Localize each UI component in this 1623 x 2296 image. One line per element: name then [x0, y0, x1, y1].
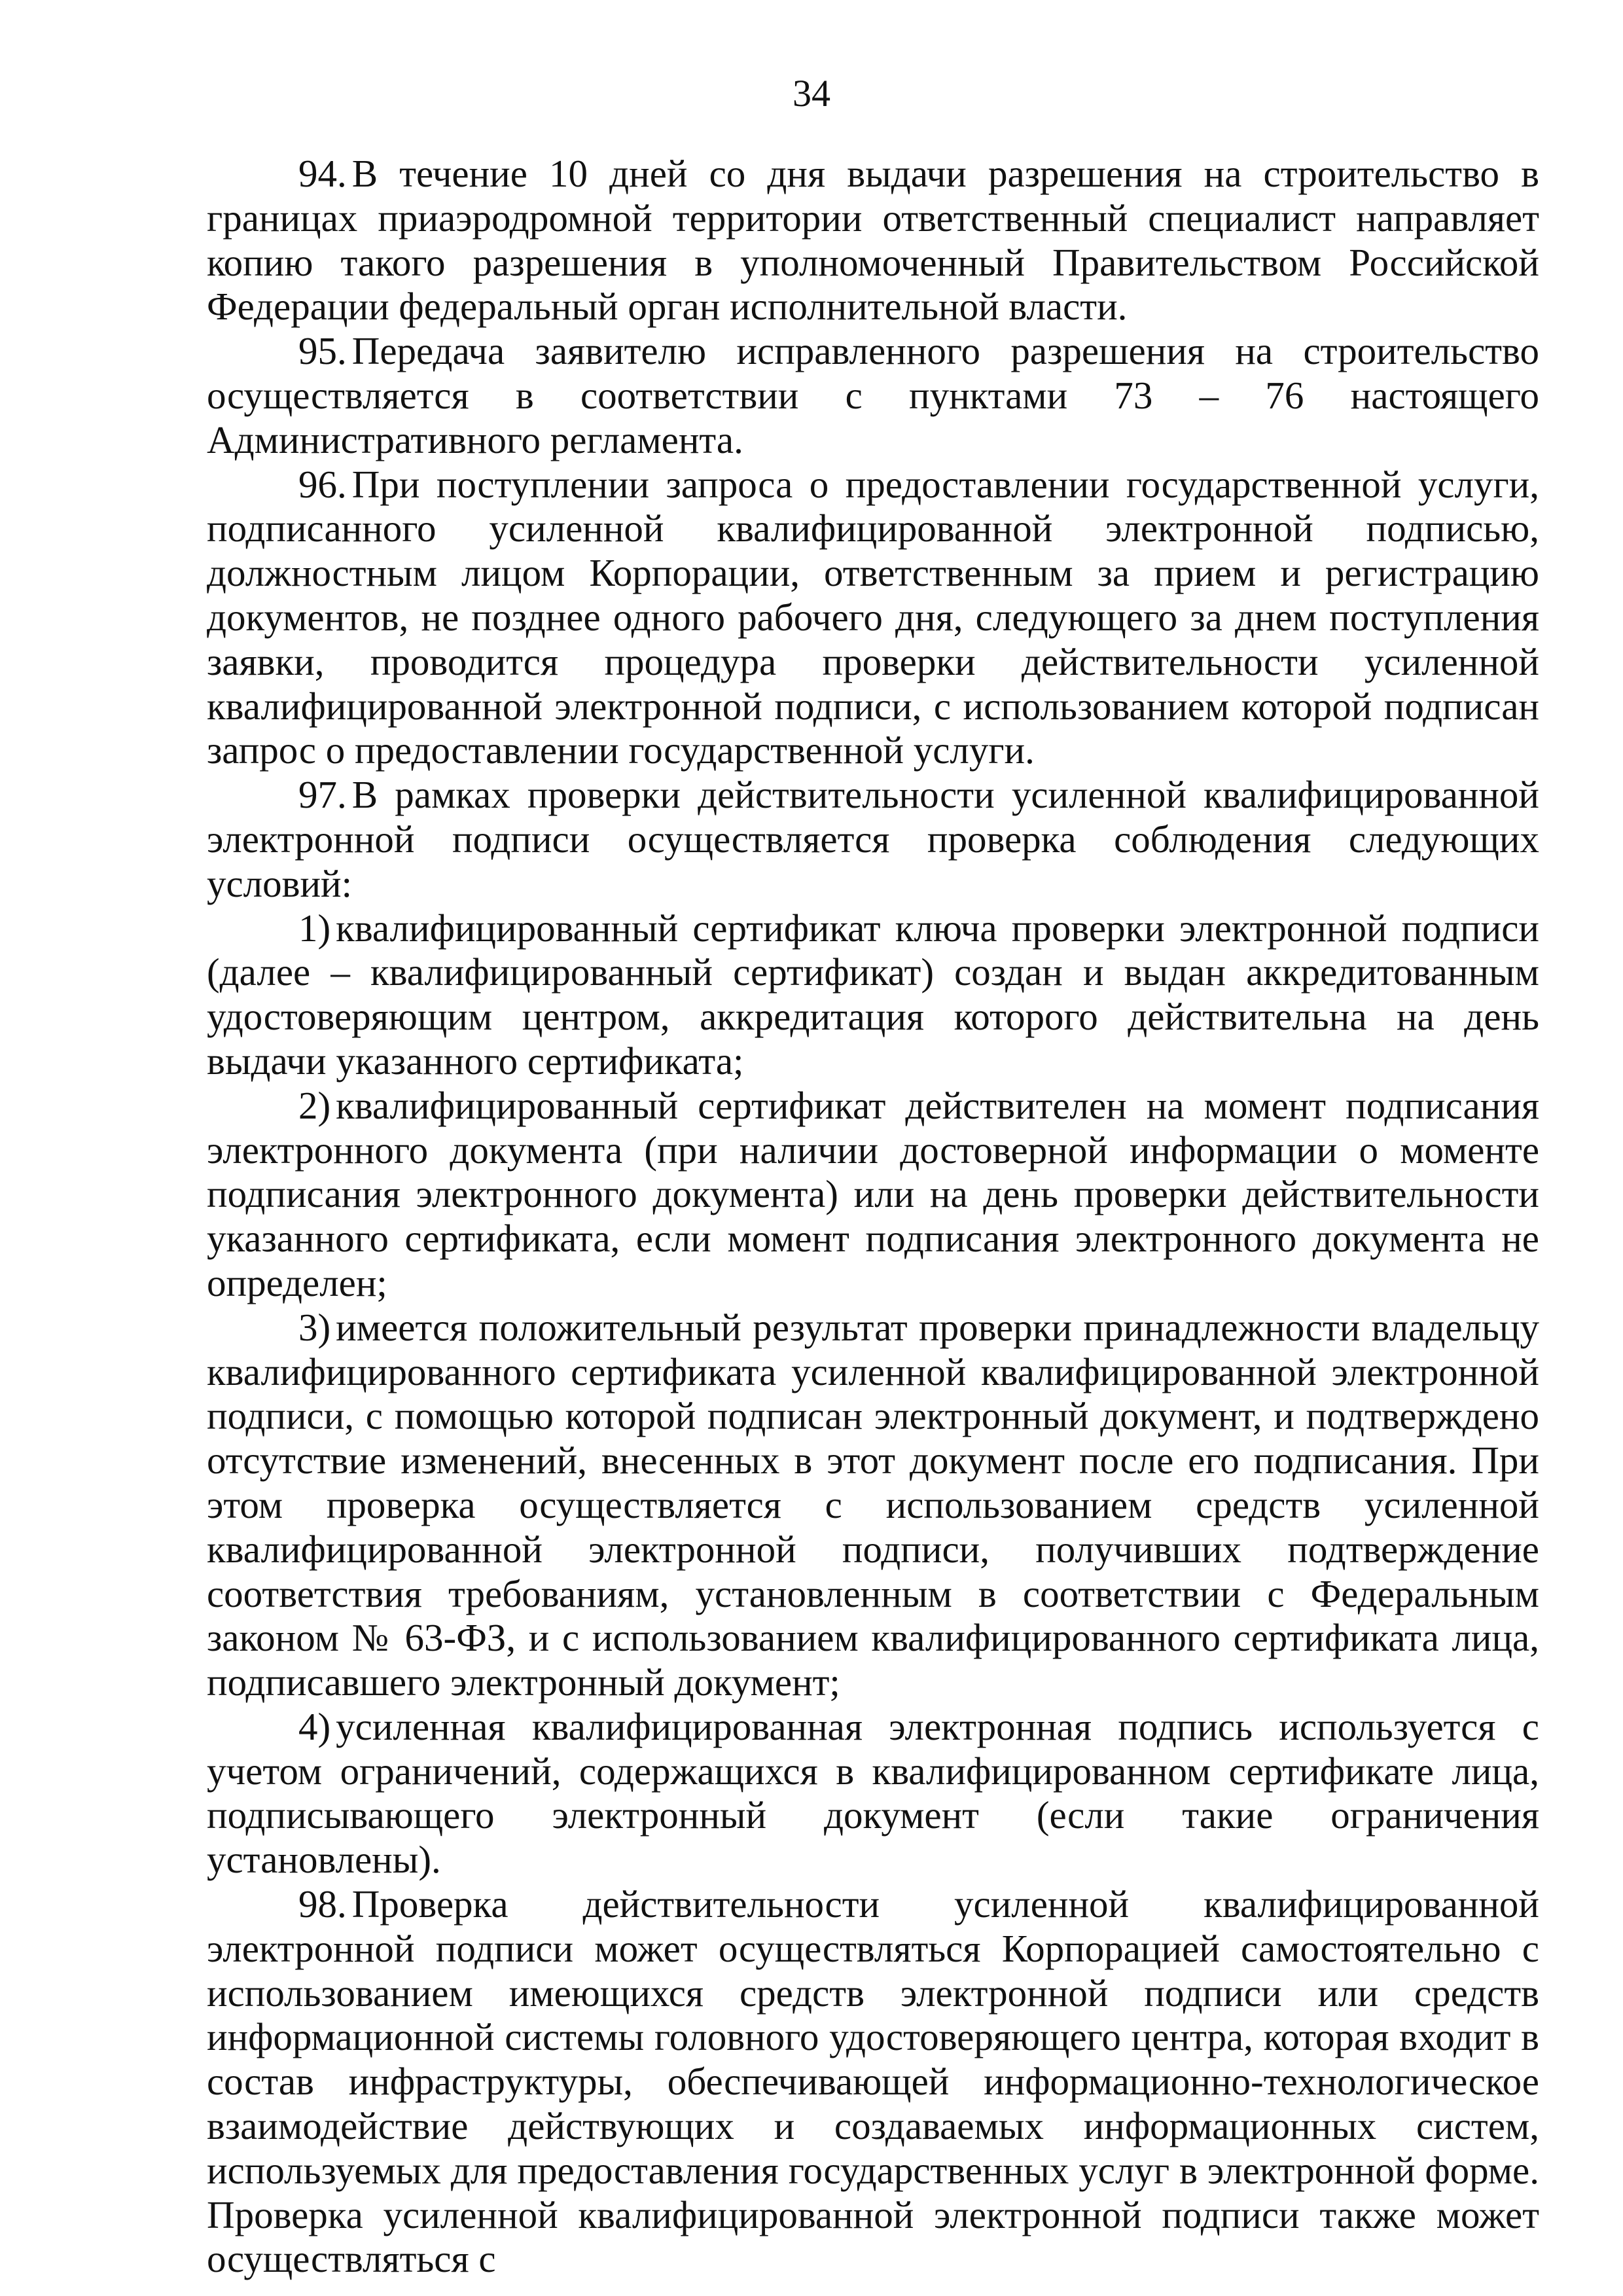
- paragraph-94: [207, 152, 1539, 329]
- list-item-number: 2): [298, 1083, 331, 1127]
- paragraph-number: 95.: [298, 329, 347, 373]
- list-item-number: 3): [298, 1305, 331, 1349]
- paragraph-text: Передача заявителю исправленного разрешения на строительство осуществляется в соответствии с пунктами 73 – 76 настоящего Административного регламента.: [207, 329, 1539, 461]
- paragraph-95: [207, 329, 1539, 462]
- list-item-2: [207, 1084, 1539, 1306]
- list-item-text: усиленная квалифицированная электронная подпись используется с учетом ограничений, содержащихся в квалифицированном сертификате лица, подписывающего электронный документ (если такие ограничения установлены).: [207, 1704, 1539, 1882]
- list-item-4: [207, 1705, 1539, 1882]
- paragraph-text: В течение 10 дней со дня выдачи разрешения на строительство в границах приаэродромной территории ответственный специалист направляет копию такого разрешения в уполномоченный Правительством Российской Федерации федеральный орган исполнительной власти.: [207, 152, 1539, 329]
- list-item-number: 4): [298, 1704, 331, 1748]
- list-item-text: квалифицированный сертификат действителен на момент подписания электронного документа (при наличии достоверной информации о моменте подписания электронного документа) или на день проверки действительности указанного сертификата, если момент подписания электронного документа не определен;: [207, 1083, 1539, 1304]
- paragraph-number: 98.: [298, 1882, 347, 1926]
- paragraph-number: 94.: [298, 152, 347, 195]
- paragraph-text: При поступлении запроса о предоставлении государственной услуги, подписанного усиленной квалифицированной электронной подписью, должностным лицом Корпорации, ответственным за прием и регистрацию документов, не позднее одного рабочего дня, следующего за днем поступления заявки, проводится процедура проверки действительности усиленной квалифицированной электронной подписи, с использованием которой подписан запрос о предоставлении государственной услуги.: [207, 462, 1539, 772]
- paragraph-number: 97.: [298, 773, 347, 817]
- paragraph-97: [207, 773, 1539, 906]
- list-item-number: 1): [298, 906, 331, 950]
- document-body: [207, 152, 1539, 2282]
- list-item-text: квалифицированный сертификат ключа проверки электронной подписи (далее – квалифицированный сертификат) создан и выдан аккредитованным удостоверяющим центром, аккредитация которого действительна на день выдачи указанного сертификата;: [207, 906, 1539, 1083]
- page-number: 34: [793, 72, 830, 115]
- list-item-text: имеется положительный результат проверки принадлежности владельцу квалифицированного сертификата усиленной квалифицированной электронной подписи, с помощью которой подписан электронный документ, и подтверждено отсутствие изменений, внесенных в этот документ после его подписания. При этом проверка осуществляется с использованием средств усиленной квалифицированной электронной подписи, получивших подтверждение соответствия требованиям, установленным в соответствии с Федеральным законом № 63-ФЗ, и с использованием квалифицированного сертификата лица, подписавшего электронный документ;: [207, 1305, 1539, 1704]
- paragraph-96: [207, 463, 1539, 774]
- paragraph-98: [207, 1882, 1539, 2282]
- paragraph-number: 96.: [298, 462, 347, 506]
- list-item-1: [207, 906, 1539, 1084]
- paragraph-text: Проверка действительности усиленной квалифицированной электронной подписи может осуществляться Корпорацией самостоятельно с использованием имеющихся средств электронной подписи или средств информационной системы головного удостоверяющего центра, которая входит в состав инфраструктуры, обеспечивающей информационно-технологическое взаимодействие действующих и создаваемых информационных систем, используемых для предоставления государственных услуг в электронной форме. Проверка усиленной квалифицированной электронной подписи также может осуществляться с: [207, 1882, 1539, 2281]
- paragraph-text: В рамках проверки действительности усиленной квалифицированной электронной подписи осуществляется проверка соблюдения следующих условий:: [207, 773, 1539, 905]
- list-item-3: [207, 1306, 1539, 1705]
